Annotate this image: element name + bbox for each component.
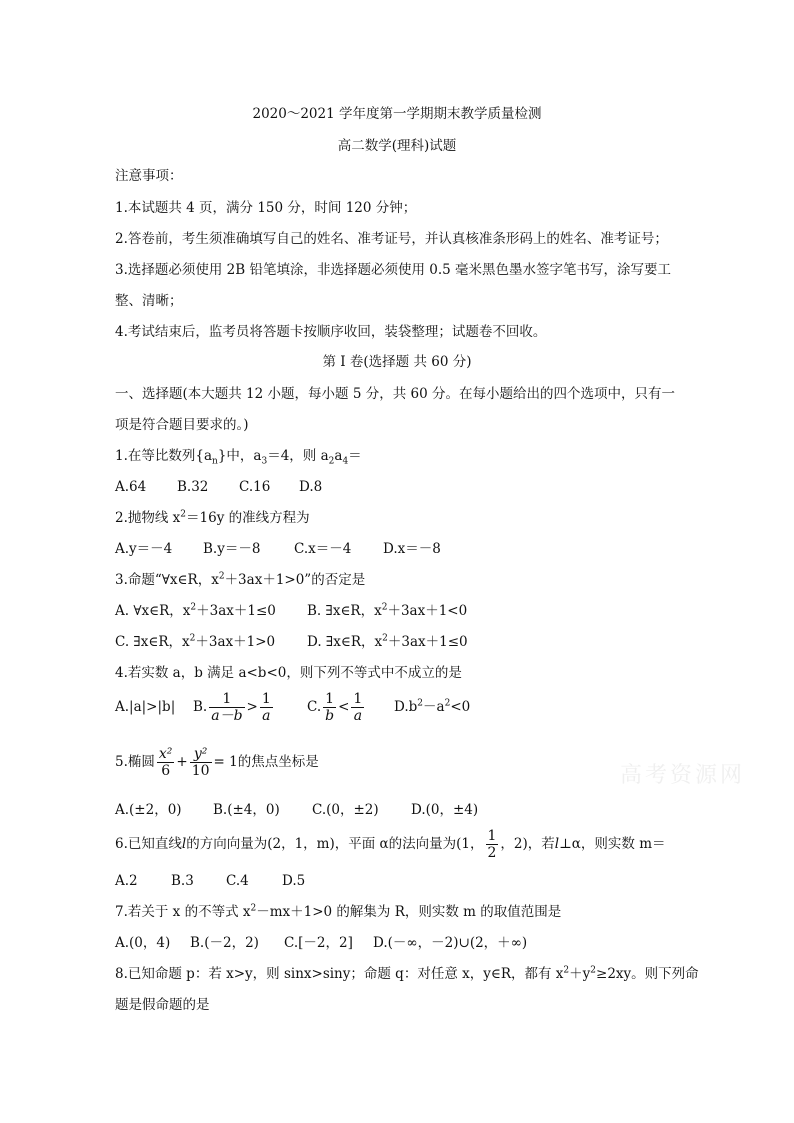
option-c[interactable]: C.[－2，2] [284, 935, 353, 951]
question-4-options [115, 687, 470, 727]
option-a[interactable]: A.|a|>|b| [115, 699, 176, 715]
option-d[interactable]: D.x＝－8 [383, 541, 441, 557]
note-3a: 3.选择题必须使用 2B 铅笔填涂，非选择题必须使用 0.5 毫米黑色墨水签字笔书写，涂写要工 [115, 262, 672, 278]
question-3-options-cd [115, 632, 468, 652]
option-c[interactable]: C.(0，±2) [312, 802, 379, 818]
option-a[interactable]: A.(0，4) [115, 935, 171, 951]
question-3-stem: 3.命题“∀x∈R，$x^2+3ax+1>0$”的否定是 [115, 571, 366, 588]
question-8-stem-b: 题是假命题的是 [115, 997, 210, 1013]
option-b[interactable]: B.3 [171, 873, 194, 889]
notes-heading: 注意事项： [115, 168, 183, 184]
question-2-options [115, 539, 441, 559]
option-c[interactable]: C.16 [239, 479, 271, 495]
option-a[interactable]: A.2 [115, 873, 138, 889]
note-4: 4.考试结束后，监考员将答题卡按顺序收回，装袋整理；试题卷不回收。 [115, 324, 547, 340]
option-b[interactable]: B.y＝－8 [203, 541, 261, 557]
fraction: $\frac{1}{2}$ [487, 828, 497, 861]
question-3-options-ab [115, 601, 467, 621]
question-6-stem: 6.已知直线l的方向向量为(2，1，m)，平面 α的法向量为(1， $\frac{1}{2}$ ，2)，若l⊥α，则实数 m＝ [115, 828, 666, 861]
option-c[interactable]: C. $\frac{1}{b}$ < $\frac{1}{a}$ [307, 691, 363, 724]
question-5-options [115, 800, 478, 820]
part1-title: 第 I 卷(选择题 共 60 分) [322, 354, 472, 370]
fraction: $\frac{1}{a}$ [353, 691, 363, 724]
fraction: $\frac{1}{b}$ [325, 691, 335, 724]
part1-instruction-a: 一、选择题(本大题共 12 小题，每小题 5 分，共 60 分。在每小题给出的四个选项中，只有一 [115, 386, 675, 402]
option-c[interactable]: C.x＝－4 [294, 541, 352, 557]
exam-subtitle: 高二数学(理科)试题 [337, 138, 457, 154]
question-2-stem: 2.抛物线 $x^2=16y$ 的准线方程为 [115, 509, 310, 526]
question-6-options [115, 871, 305, 891]
note-1: 1.本试题共 4 页，满分 150 分，时间 120 分钟； [115, 200, 417, 216]
part1-instruction-b: 项是符合题目要求的。) [115, 417, 249, 433]
option-d[interactable]: D.8 [299, 479, 323, 495]
option-d[interactable]: $D.b^2-a^2<0$ [394, 698, 471, 715]
option-c[interactable]: C. ∃x∈R，$x^2+3ax+1>0$ [115, 633, 276, 650]
question-1-stem: 1.在等比数列$\{a_n\}$中，$a_3=4$，则 $a_2a_4=$ [115, 448, 362, 467]
option-a[interactable]: A.64 [115, 479, 147, 495]
option-a[interactable]: A.(±2，0) [115, 802, 182, 818]
question-7-stem: 7.若关于 x 的不等式 $x^2-mx+1>0$ 的解集为 R，则实数 m 的取值范围是 [115, 903, 562, 920]
exam-title: 2020～2021 学年度第一学期期末教学质量检测 [252, 106, 542, 122]
option-c[interactable]: C.4 [226, 873, 249, 889]
option-a[interactable]: A. ∀x∈R，$x^2+3ax+1\le 0$ [115, 602, 276, 619]
fraction: $\frac{1}{a-b}$ [211, 691, 243, 724]
watermark: 高考资源网 [620, 763, 746, 788]
note-3b: 整、清晰； [115, 293, 183, 309]
option-d[interactable]: D.(0，±4) [411, 802, 479, 818]
option-d[interactable]: D. ∃x∈R，$x^2+3ax+1\le 0$ [307, 633, 468, 650]
option-b[interactable]: B. ∃x∈R，$x^2+3ax+1<0$ [307, 602, 468, 619]
question-8-stem-a: 8.已知命题 p：若 x>y，则 sinx>siny；命题 q：对任意 x，y∈R，都有 $x^2+y^2\ge 2xy$。则下列命 [115, 965, 699, 982]
option-b[interactable]: B.32 [177, 479, 209, 495]
fraction: $\frac{\text{x²}}{6}$ [158, 746, 173, 779]
option-a[interactable]: A.y＝－4 [115, 541, 173, 557]
option-b[interactable]: B.(－2，2) [190, 935, 259, 951]
fraction: $\frac{1}{a}$ [261, 691, 271, 724]
option-d[interactable]: D.(－∞，－2)∪(2，＋∞) [373, 935, 528, 951]
question-5-stem: 5.椭圆 $\frac{\text{x²}}{6}$ + $\frac{\text{y²}}{10}$ = 1的焦点坐标是 [115, 746, 319, 779]
option-b[interactable]: B. $\frac{1}{a-b}$ > $\frac{1}{a}$ [193, 691, 271, 724]
option-d[interactable]: D.5 [282, 873, 306, 889]
question-7-options [115, 933, 527, 953]
question-1-options [115, 477, 322, 497]
option-b[interactable]: B.(±4，0) [213, 802, 280, 818]
question-4-stem: 4.若实数 a，b 满足 a<b<0，则下列不等式中不成立的是 [115, 665, 462, 681]
note-2: 2.答卷前，考生须准确填写自己的姓名、准考证号，并认真核准条形码上的姓名、准考证号； [115, 231, 668, 247]
fraction: $\frac{\text{y²}}{10}$ [191, 746, 210, 779]
